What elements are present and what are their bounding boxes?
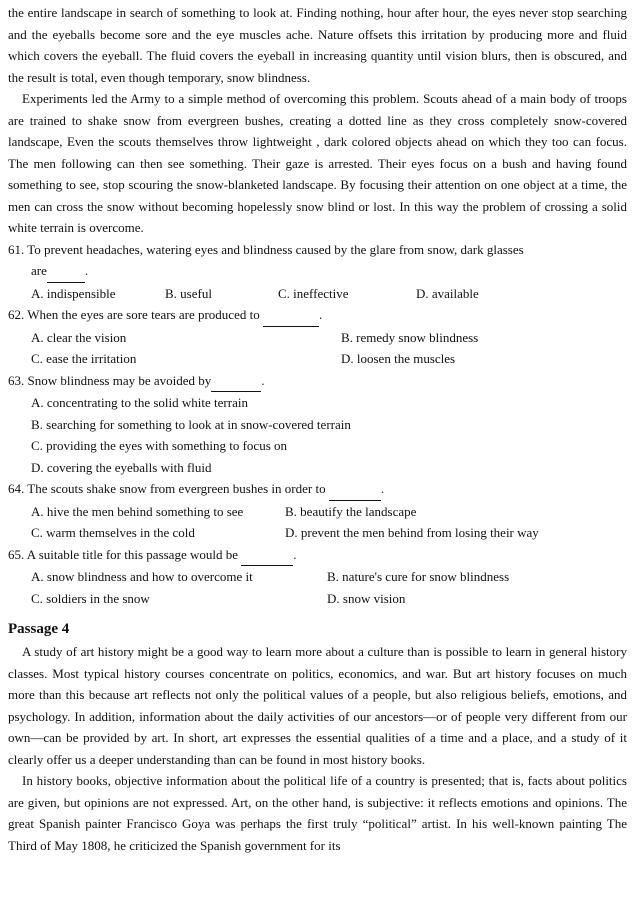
answer-blank: [241, 544, 293, 567]
blank-period: .: [293, 546, 297, 562]
question-65: [8, 544, 627, 610]
option-d: D. prevent the men behind from losing their way: [285, 525, 539, 540]
passage3-paragraph-1: the entire landscape in search of something to look at. Finding nothing, hour after hour, the eyes never stop searching and the eyeballs become sore and the eye muscles ache. Nature offsets this irritation by producing more and fluid which covers the eyeball. The fluid covers the eyeball in increasing quantity until vision blurs, then is obscured, and the result is total, even though temporary, snow blindness.: [8, 5, 627, 85]
question-61: [8, 239, 627, 305]
option-a: A. hive the men behind something to see: [31, 503, 244, 519]
question-63-stem: 63. Snow blindness may be avoided by: [8, 372, 212, 388]
option-d: D. snow vision: [327, 590, 406, 606]
option-a: A. snow blindness and how to overcome it: [31, 569, 253, 584]
option-c: C. soldiers in the snow: [31, 590, 150, 606]
question-61-stem: 61. To prevent headaches, watering eyes and blindness caused by the glare from snow, dark glasses: [8, 241, 524, 257]
blank-period: .: [318, 307, 323, 322]
question-64-options: [8, 501, 627, 544]
option-a: A. concentrating to the solid white terrain: [31, 395, 248, 410]
question-63-options: [8, 392, 627, 478]
option-b: B. useful: [165, 285, 212, 301]
blank-period: .: [380, 481, 385, 496]
option-d: D. available: [416, 285, 479, 301]
passage4-paragraph-1: A study of art history might be a good way to learn more about a culture than is possible to learn in general history classes. Most typical history courses concentrate on politics, economics, and war. But art history focuses on much more than this because art reflects not only the political values of a people, but also religious beliefs, emotions, and psychology. In addition, information about the daily activities of our ancestors—or of people very different from our own—can be provided by art. In short, art expresses the essential qualities of a time and a place, and a study of it clearly offer us a deeper understanding than can be found in most history books.: [8, 644, 627, 767]
option-c: C. ease the irritation: [31, 351, 137, 366]
question-62: [8, 304, 627, 370]
question-64: [8, 478, 627, 544]
answer-blank: [47, 260, 85, 283]
option-a: A. indispensible: [31, 285, 116, 301]
passage-4-heading: Passage 4: [8, 621, 70, 637]
question-62-stem: 62. When the eyes are sore tears are produced to: [8, 307, 260, 322]
blank-period: .: [84, 263, 89, 278]
option-a: A. clear the vision: [31, 329, 127, 345]
option-c: C. ineffective: [278, 285, 349, 301]
answer-blank: [329, 478, 381, 501]
question-65-options: [8, 566, 627, 609]
question-64-stem: 64. The scouts shake snow from evergreen bushes in order to: [8, 481, 326, 496]
passage4-paragraph-2: In history books, objective information about the political life of a country is presented; that is, facts about politics are given, but opinions are not expressed. Art, on the other hand, is subjective: it reflects emotions and opinions. The great Spanish painter Francisco Goya was perhaps the first truly “political” artist. In his well-known painting The Third of May 1808, he criticized the Spanish government for its: [8, 773, 627, 853]
question-61-stem-continued: are: [31, 263, 47, 278]
passage3-paragraph-2: Experiments led the Army to a simple method of overcoming this problem. Scouts ahead of a main body of troops are trained to shake snow from evergreen bushes, creating a dotted line as they cross completely snow-covered landscape, Even the scouts themselves throw lightweight , dark colored objects ahead on which they too can focus. The men following can then see something. Their gaze is arrested. Their eyes focus on a bush and having found something to see, stop scouring the snow-blanketed landscape. By focusing their attention on one object at a time, the men can cross the snow without becoming hopelessly snow blind or lost. In this way the problem of crossing a solid white terrain is overcome.: [8, 91, 627, 235]
blank-period: .: [261, 372, 265, 388]
option-d: D. covering the eyeballs with fluid: [31, 459, 212, 475]
question-62-options: [8, 327, 627, 370]
option-b: B. searching for something to look at in snow-covered terrain: [31, 416, 351, 432]
answer-blank: [263, 304, 319, 327]
answer-blank: [211, 370, 261, 393]
question-61-options: [8, 283, 627, 305]
option-c: C. warm themselves in the cold: [31, 525, 195, 540]
question-63: [8, 370, 627, 479]
option-b: B. beautify the landscape: [285, 503, 417, 519]
question-65-stem: 65. A suitable title for this passage would be: [8, 546, 238, 562]
option-b: B. nature's cure for snow blindness: [327, 569, 510, 584]
option-b: B. remedy snow blindness: [341, 329, 479, 345]
option-d: D. loosen the muscles: [341, 351, 456, 366]
option-c: C. providing the eyes with something to focus on: [31, 438, 288, 453]
